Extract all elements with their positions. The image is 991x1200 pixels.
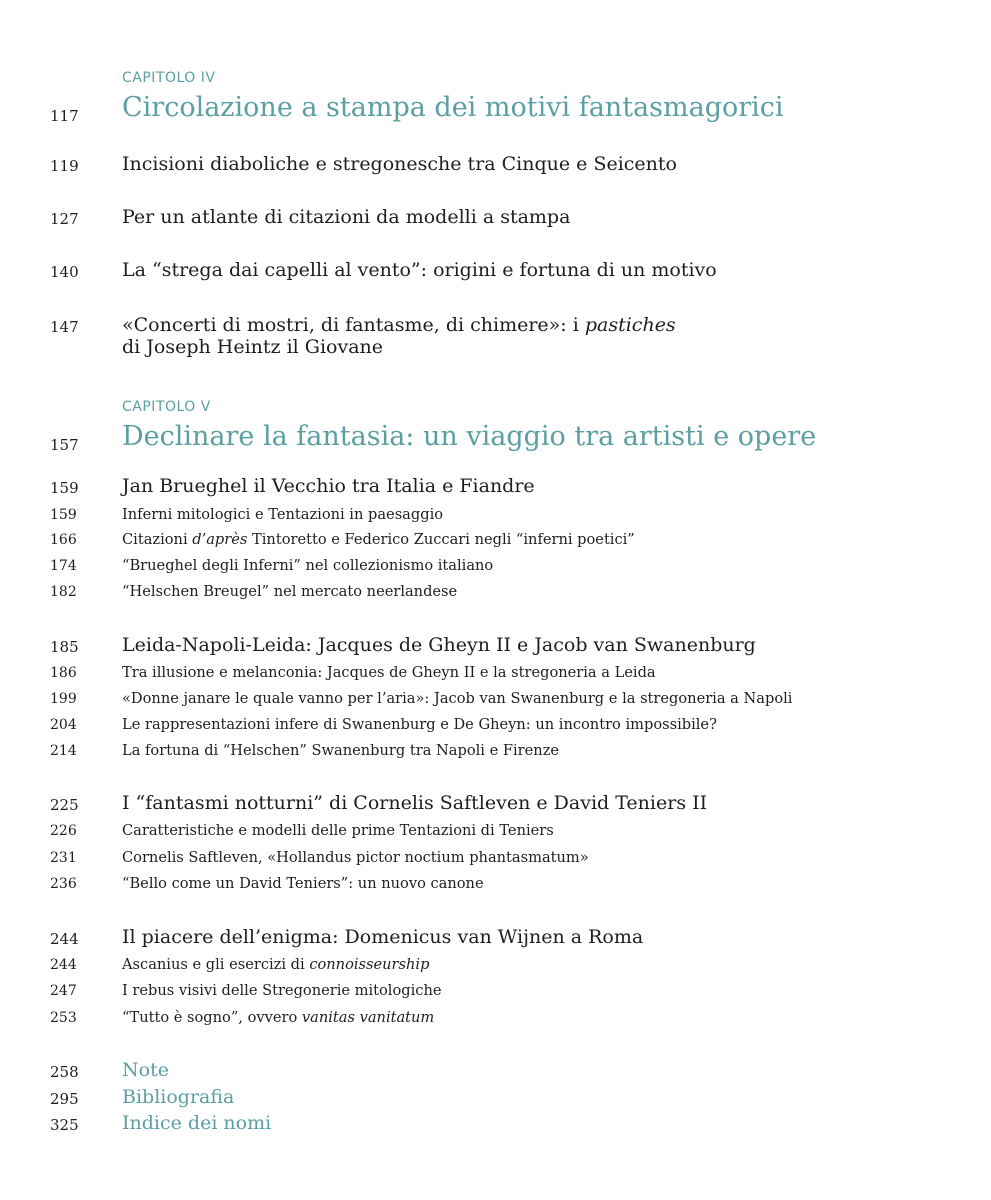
page-number: 214 bbox=[50, 743, 77, 759]
page-number: 159 bbox=[50, 479, 79, 497]
subsection-title: Inferni mitologici e Tentazioni in paesaggio bbox=[122, 506, 444, 523]
back-matter-title: Note bbox=[122, 1059, 169, 1081]
section-title: Incisioni diaboliche e stregonesche tra Cinque e Seicento bbox=[122, 153, 677, 175]
page-number: 247 bbox=[50, 983, 77, 999]
chapter-label: CAPITOLO IV bbox=[122, 70, 216, 86]
page-number: 226 bbox=[50, 823, 77, 839]
subsection-title: Cornelis Saftleven, «Hollandus pictor noctium phantasmatum» bbox=[122, 849, 589, 866]
subsection-title: Ascanius e gli esercizi di connoisseurship bbox=[122, 956, 430, 973]
subsection-title: Citazioni d’après Tintoretto e Federico Zuccari negli “inferni poetici” bbox=[122, 531, 635, 548]
subsection-title: Tra illusione e melanconia: Jacques de Gheyn II e la stregoneria a Leida bbox=[122, 664, 656, 681]
section-title: La “strega dai capelli al vento”: origini e fortuna di un motivo bbox=[122, 259, 717, 281]
page-number: 236 bbox=[50, 876, 77, 892]
page-number: 182 bbox=[50, 584, 77, 600]
page-number: 225 bbox=[50, 796, 79, 814]
page-number: 174 bbox=[50, 558, 77, 574]
section-title: Per un atlante di citazioni da modelli a stampa bbox=[122, 206, 571, 228]
subsection-title: “Bello come un David Teniers”: un nuovo canone bbox=[122, 875, 484, 892]
section-title: Il piacere dell’enigma: Domenicus van Wijnen a Roma bbox=[122, 926, 644, 948]
page-number: 185 bbox=[50, 638, 79, 656]
page-number: 231 bbox=[50, 850, 77, 866]
page-number: 127 bbox=[50, 210, 79, 228]
subsection-title: I rebus visivi delle Stregonerie mitologiche bbox=[122, 982, 442, 999]
back-matter-title: Indice dei nomi bbox=[122, 1112, 272, 1134]
section-title: I “fantasmi notturni” di Cornelis Saftleven e David Teniers II bbox=[122, 792, 708, 814]
subsection-title: “Brueghel degli Inferni” nel collezionismo italiano bbox=[122, 557, 494, 574]
page-number: 117 bbox=[50, 107, 79, 125]
page-number: 325 bbox=[50, 1116, 79, 1134]
back-matter-title: Bibliografia bbox=[122, 1086, 235, 1108]
page-number: 119 bbox=[50, 157, 79, 175]
subsection-title: Caratteristiche e modelli delle prime Tentazioni di Teniers bbox=[122, 822, 554, 839]
page-number: 199 bbox=[50, 691, 77, 707]
page-number: 166 bbox=[50, 532, 77, 548]
section-title: Jan Brueghel il Vecchio tra Italia e Fiandre bbox=[122, 475, 535, 497]
page-number: 295 bbox=[50, 1090, 79, 1108]
page-number: 159 bbox=[50, 507, 77, 523]
subsection-title: “Helschen Breugel” nel mercato neerlandese bbox=[122, 583, 458, 600]
page-number: 147 bbox=[50, 318, 79, 336]
subsection-title: «Donne janare le quale vanno per l’aria»: Jacob van Swanenburg e la stregoneria a Napoli bbox=[122, 690, 793, 707]
page-number: 253 bbox=[50, 1010, 77, 1026]
page-number: 204 bbox=[50, 717, 77, 733]
subsection-title: “Tutto è sogno”, ovvero vanitas vanitatum bbox=[122, 1009, 435, 1026]
page-number: 140 bbox=[50, 263, 79, 281]
page-number: 186 bbox=[50, 665, 77, 681]
page-number: 244 bbox=[50, 957, 77, 973]
page-number: 157 bbox=[50, 436, 79, 454]
page-number: 244 bbox=[50, 930, 79, 948]
section-title: Leida-Napoli-Leida: Jacques de Gheyn II e Jacob van Swanenburg bbox=[122, 634, 756, 656]
chapter-title: Circolazione a stampa dei motivi fantasmagorici bbox=[122, 92, 784, 123]
subsection-title: La fortuna di “Helschen” Swanenburg tra Napoli e Firenze bbox=[122, 742, 560, 759]
page-number: 258 bbox=[50, 1063, 79, 1081]
chapter-label: CAPITOLO V bbox=[122, 399, 211, 415]
chapter-title: Declinare la fantasia: un viaggio tra artisti e opere bbox=[122, 421, 817, 452]
section-title: «Concerti di mostri, di fantasme, di chimere»: i pastiches di Joseph Heintz il Giovane bbox=[122, 314, 676, 358]
subsection-title: Le rappresentazioni infere di Swanenburg e De Gheyn: un incontro impossibile? bbox=[122, 716, 717, 733]
